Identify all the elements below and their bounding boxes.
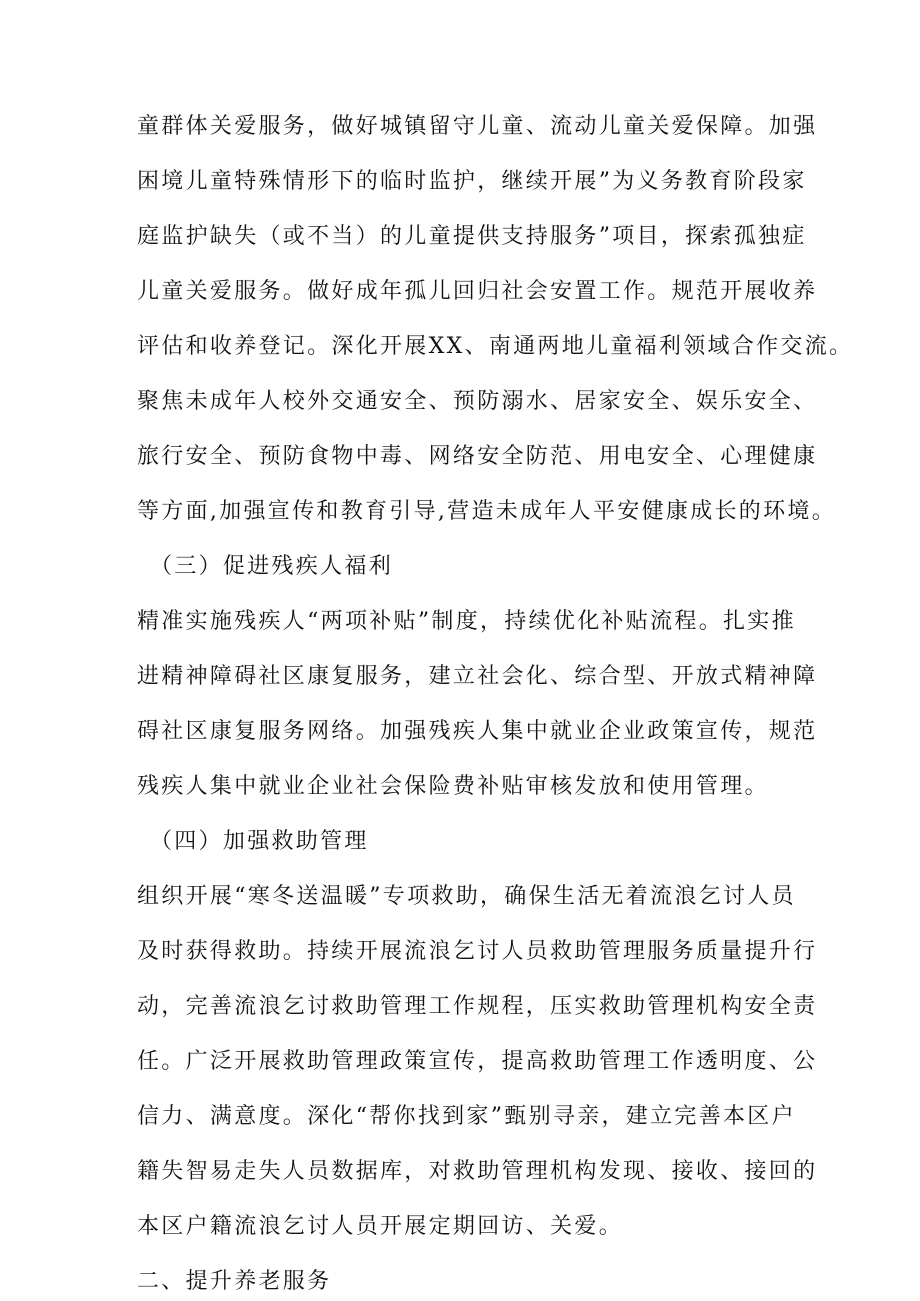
paragraph-line: 籍失智易走失人员数据库，对救助管理机构发现、接收、接回的 (137, 1159, 818, 1184)
paragraph-line: 动，完善流浪乞讨救助管理工作规程，压实救助管理机构安全责 (137, 994, 818, 1019)
paragraph-line: 任。广泛开展救助管理政策宣传，提高救助管理工作透明度、公 (137, 1049, 818, 1074)
paragraph-line: 童群体关爱服务，做好城镇留守儿童、流动儿童关爱保障。加强 (137, 114, 818, 139)
section-heading: （四）加强救助管理 (150, 829, 369, 854)
paragraph-line: 及时获得救助。持续开展流浪乞讨人员救助管理服务质量提升行 (137, 939, 818, 964)
paragraph-line: 困境儿童特殊情形下的临时监护，继续开展”为义务教育阶段家 (137, 169, 807, 194)
paragraph-line: 进精神障碍社区康复服务，建立社会化、综合型、开放式精神障 (137, 664, 818, 689)
paragraph-line: 等方面,加强宣传和教育引导,营造未成年人平安健康成长的环境。 (137, 499, 836, 524)
paragraph-line: 碍社区康复服务网络。加强残疾人集中就业企业政策宣传，规范 (137, 719, 818, 744)
paragraph-line: 残疾人集中就业企业社会保险费补贴审核发放和使用管理。 (137, 774, 769, 799)
paragraph-line: 精准实施残疾人“两项补贴”制度，持续优化补贴流程。扎实推 (137, 609, 796, 634)
section-heading: （三）促进残疾人福利 (150, 554, 394, 579)
section-heading: 二、提升养老服务 (137, 1269, 332, 1294)
paragraph-line: 儿童关爱服务。做好成年孤儿回归社会安置工作。规范开展收养 (137, 279, 818, 304)
paragraph-line: 评估和收养登记。深化开展XX、南通两地儿童福利领域合作交流。 (137, 334, 854, 359)
paragraph-line: 聚焦未成年人校外交通安全、预防溺水、居家安全、娱乐安全、 (137, 389, 818, 414)
paragraph-line: 组织开展“寒冬送温暖”专项救助，确保生活无着流浪乞讨人员 (137, 884, 796, 909)
paragraph-line: 庭监护缺失（或不当）的儿童提供支持服务”项目，探索孤独症 (137, 224, 807, 249)
paragraph-line: 本区户籍流浪乞讨人员开展定期回访、关爱。 (137, 1214, 624, 1239)
paragraph-line: 信力、满意度。深化“帮你找到家”甄别寻亲，建立完善本区户 (137, 1104, 796, 1129)
paragraph-line: 旅行安全、预防食物中毒、网络安全防范、用电安全、心理健康 (137, 444, 818, 469)
